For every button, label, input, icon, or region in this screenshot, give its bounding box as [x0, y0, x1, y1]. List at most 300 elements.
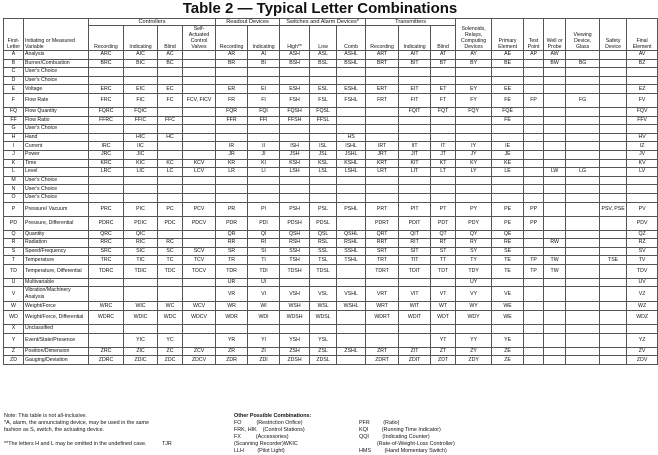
table-cell: WCV [183, 302, 216, 311]
combination-line: PFR (Ratio) [359, 420, 400, 426]
header-solenoids: Solenoids, Relays, Computing Devices [456, 19, 492, 51]
table-cell: KSL [310, 159, 337, 168]
table-cell: ER [216, 85, 248, 94]
table-cell [544, 302, 566, 311]
table-cell: QR [216, 230, 248, 239]
table-cell: VR [216, 287, 248, 302]
table-cell: FSHL [337, 93, 366, 107]
table-cell: WI [248, 302, 280, 311]
table-cell [216, 176, 248, 185]
table-cell: FFSH [280, 116, 310, 125]
table-cell [544, 142, 566, 151]
table-cell [431, 76, 456, 85]
table-cell: RSL [310, 239, 337, 248]
table-cell [600, 356, 627, 365]
variable-cell: User's Choice [24, 185, 89, 194]
table-cell: PSH [280, 202, 310, 216]
table-cell: IRT [366, 142, 399, 151]
table-cell [183, 325, 216, 334]
table-cell: BIC [124, 59, 158, 68]
table-cell: ASL [310, 51, 337, 60]
table-cell [524, 302, 544, 311]
other-combinations-title: Other Possible Combinations: [234, 413, 312, 419]
table-cell: WIT [399, 302, 431, 311]
table-cell [600, 142, 627, 151]
table-cell [600, 302, 627, 311]
table-cell: VZ [627, 287, 658, 302]
variable-cell: Time [24, 159, 89, 168]
table-cell [524, 59, 544, 68]
table-cell [544, 159, 566, 168]
header-switches: Switches and Alarm Devices* [280, 19, 366, 26]
table-cell [183, 239, 216, 248]
table-cell: FQSH [280, 107, 310, 116]
table-cell [566, 278, 600, 287]
table-cell [456, 76, 492, 85]
table-cell: ZDV [627, 356, 658, 365]
table-cell [566, 239, 600, 248]
table-cell: TW [544, 256, 566, 265]
variable-cell: User's Choice [24, 193, 89, 202]
table-cell: PDR [216, 216, 248, 230]
table-cell [248, 125, 280, 134]
table-cell: BR [216, 59, 248, 68]
table-cell: WDSH [280, 311, 310, 325]
table-cell: ZDC [158, 356, 183, 365]
table-cell [89, 278, 124, 287]
table-cell: PSHL [337, 202, 366, 216]
variable-cell: Weight/Force [24, 302, 89, 311]
table-cell [366, 185, 399, 194]
table-cell: PIT [399, 202, 431, 216]
table-row [4, 125, 658, 134]
table-cell [310, 125, 337, 134]
table-cell: PCV [183, 202, 216, 216]
table-cell [280, 278, 310, 287]
sub-header: Low [310, 26, 337, 51]
table-cell [366, 278, 399, 287]
sub-header: Blind [158, 26, 183, 51]
table-cell [431, 133, 456, 142]
table-cell: VE [492, 287, 524, 302]
table-row [4, 202, 658, 216]
combination-line: HMS (Hand Momentary Switch) [359, 448, 447, 454]
table-cell [492, 185, 524, 194]
first-letter-cell: TD [4, 264, 24, 278]
table-cell [627, 68, 658, 77]
table-cell: TE [492, 264, 524, 278]
table-cell: QIC [124, 230, 158, 239]
table-cell: YIC [124, 333, 158, 347]
first-letter-cell: D [4, 76, 24, 85]
table-cell [456, 68, 492, 77]
table-cell [183, 278, 216, 287]
header-first-letter: First-Letter [4, 19, 24, 51]
table-cell [600, 287, 627, 302]
table-cell: FQIT [399, 107, 431, 116]
table-cell: IR [216, 142, 248, 151]
first-letter-cell: PD [4, 216, 24, 230]
table-row [4, 185, 658, 194]
table-cell: ZDR [216, 356, 248, 365]
table-cell: JSL [310, 150, 337, 159]
table-row [4, 159, 658, 168]
table-cell: SRT [366, 247, 399, 256]
table-cell: QRC [89, 230, 124, 239]
table-cell [492, 193, 524, 202]
table-cell [524, 133, 544, 142]
table-cell: ESH [280, 85, 310, 94]
sub-header: Blind [431, 26, 456, 51]
table-cell [566, 150, 600, 159]
table-cell [366, 107, 399, 116]
table-cell: ZDI [248, 356, 280, 365]
variable-cell: Temperature, Differential [24, 264, 89, 278]
table-cell [524, 287, 544, 302]
table-cell [544, 347, 566, 356]
table-cell [399, 278, 431, 287]
table-cell [337, 176, 366, 185]
table-cell [124, 76, 158, 85]
table-cell [366, 133, 399, 142]
table-cell: ZRT [366, 347, 399, 356]
table-cell [524, 125, 544, 134]
table-cell: RT [431, 239, 456, 248]
header-safety: Safety Device [600, 19, 627, 51]
table-cell [492, 278, 524, 287]
variable-cell: User's Choice [24, 125, 89, 134]
table-cell [600, 176, 627, 185]
table-row [4, 176, 658, 185]
variable-cell: Speed/Frequency [24, 247, 89, 256]
table-cell [627, 76, 658, 85]
table-cell: TSHL [337, 256, 366, 265]
table-cell [399, 116, 431, 125]
table-cell [492, 176, 524, 185]
table-cell [399, 133, 431, 142]
first-letter-cell: C [4, 68, 24, 77]
table-cell [183, 287, 216, 302]
combination-line: LLH (Pilot Light) [234, 448, 285, 454]
table-cell: VSH [280, 287, 310, 302]
table-cell: ST [431, 247, 456, 256]
variable-cell: Power [24, 150, 89, 159]
table-cell: FR [216, 93, 248, 107]
table-cell: PSL [310, 202, 337, 216]
table-cell: PDSL [310, 216, 337, 230]
table-cell: PDSH [280, 216, 310, 230]
header-primary: Primary Element [492, 19, 524, 51]
table-cell: VSL [310, 287, 337, 302]
table-cell: VSHL [337, 287, 366, 302]
table-cell: TC [158, 256, 183, 265]
table-cell [124, 193, 158, 202]
table-cell: PDT [431, 216, 456, 230]
combination-line: QQI (Indicating Counter) [359, 434, 430, 440]
table-cell [337, 311, 366, 325]
table-cell: WSH [280, 302, 310, 311]
table-cell: FFIC [124, 116, 158, 125]
table-cell: KY [456, 159, 492, 168]
table-cell: JRT [366, 150, 399, 159]
table-cell: HC [158, 133, 183, 142]
table-cell [524, 185, 544, 194]
first-letter-cell: L [4, 168, 24, 177]
table-cell [456, 193, 492, 202]
table-cell: JIT [399, 150, 431, 159]
table-cell [366, 325, 399, 334]
table-cell: RE [492, 239, 524, 248]
note-line [4, 441, 234, 448]
variable-cell: Flow Quantity [24, 107, 89, 116]
table-cell: IZ [627, 142, 658, 151]
sub-header: Self-Actuated Control Valves [183, 26, 216, 51]
note-line: *A, alarm, the annunciating device, may be used in the same [4, 420, 150, 426]
table-cell [566, 176, 600, 185]
table-cell: AIC [124, 51, 158, 60]
table-cell: TRT [366, 256, 399, 265]
table-cell [600, 185, 627, 194]
variable-cell: Vibration/Machinery Analysis [24, 287, 89, 302]
first-letter-cell: J [4, 150, 24, 159]
table-cell [183, 51, 216, 60]
table-cell [600, 247, 627, 256]
table-cell: UV [627, 278, 658, 287]
variable-cell: Burner/Combustion [24, 59, 89, 68]
table-cell [492, 68, 524, 77]
table-cell [183, 59, 216, 68]
table-cell: LRC [89, 168, 124, 177]
table-cell [566, 85, 600, 94]
table-cell [524, 230, 544, 239]
table-cell [366, 125, 399, 134]
table-cell: FRT [366, 93, 399, 107]
table-cell: BI [248, 59, 280, 68]
table-cell: TDT [431, 264, 456, 278]
table-cell: ISL [310, 142, 337, 151]
table-cell: LY [456, 168, 492, 177]
table-cell: HV [627, 133, 658, 142]
variable-cell: Unclassified [24, 325, 89, 334]
table-cell [183, 142, 216, 151]
table-cell: ZV [627, 347, 658, 356]
table-cell [544, 133, 566, 142]
table-cell: UR [216, 278, 248, 287]
table-cell: SSHL [337, 247, 366, 256]
table-cell: ZDSH [280, 356, 310, 365]
table-cell [627, 193, 658, 202]
table-cell [216, 185, 248, 194]
table-cell: ZI [248, 347, 280, 356]
table-cell: RRC [89, 239, 124, 248]
variable-cell: Radiation [24, 239, 89, 248]
table-cell [544, 193, 566, 202]
first-letter-cell: N [4, 185, 24, 194]
table-cell [566, 76, 600, 85]
table-cell [544, 93, 566, 107]
table-row [4, 68, 658, 77]
table-cell [600, 68, 627, 77]
table-cell [600, 278, 627, 287]
table-cell: ZE [492, 356, 524, 365]
table-cell [600, 347, 627, 356]
table-cell [337, 76, 366, 85]
table-cell: QSH [280, 230, 310, 239]
table-row [4, 287, 658, 302]
table-row [4, 311, 658, 325]
note-text: **The letters H and L may be omitted in the undefined case. [4, 441, 147, 447]
table-cell: FC [158, 93, 183, 107]
first-letter-cell: P [4, 202, 24, 216]
variable-cell: User's Choice [24, 68, 89, 77]
table-cell [89, 76, 124, 85]
table-cell: LIT [399, 168, 431, 177]
table-cell [337, 68, 366, 77]
table-cell: FE [492, 93, 524, 107]
table-cell [89, 133, 124, 142]
table-cell: EIT [399, 85, 431, 94]
table-cell: FCV, FICV [183, 93, 216, 107]
table-cell [399, 333, 431, 347]
table-cell: JR [216, 150, 248, 159]
table-cell [124, 125, 158, 134]
table-cell [158, 76, 183, 85]
table-cell [399, 176, 431, 185]
table-cell: YI [248, 333, 280, 347]
variable-cell: Pressure/ Vacuum [24, 202, 89, 216]
table-cell [89, 68, 124, 77]
variable-cell: Current [24, 142, 89, 151]
table-cell [431, 176, 456, 185]
header-initiating: Initiating or Measured Variable [24, 19, 89, 51]
table-cell: FQI [248, 107, 280, 116]
table-cell [183, 176, 216, 185]
table-cell: PDY [456, 216, 492, 230]
table-cell [544, 176, 566, 185]
table-cell: PT [431, 202, 456, 216]
table-cell [399, 185, 431, 194]
table-cell: EI [248, 85, 280, 94]
table-cell [600, 239, 627, 248]
table-cell: ERT [366, 85, 399, 94]
table-cell: PDV [627, 216, 658, 230]
table-cell [183, 185, 216, 194]
table-cell [310, 325, 337, 334]
table-cell: FIT [399, 93, 431, 107]
table-cell: TSL [310, 256, 337, 265]
table-cell: ZR [216, 347, 248, 356]
table-cell [544, 216, 566, 230]
table-cell [431, 68, 456, 77]
table-cell [183, 333, 216, 347]
table-cell: TE [492, 256, 524, 265]
table-cell [158, 125, 183, 134]
table-cell [524, 239, 544, 248]
table-cell: LR [216, 168, 248, 177]
table-cell: KE [492, 159, 524, 168]
variable-cell: Hand [24, 133, 89, 142]
table-cell [566, 142, 600, 151]
header-controllers: Controllers [89, 19, 216, 26]
table-cell [337, 125, 366, 134]
table-cell: WDT [431, 311, 456, 325]
table-cell [600, 159, 627, 168]
header-final: Final Element [627, 19, 658, 51]
table-cell [600, 311, 627, 325]
table-cell: FQSL [310, 107, 337, 116]
table-cell: PRC [89, 202, 124, 216]
table-cell [337, 193, 366, 202]
sub-header: High** [280, 26, 310, 51]
table-cell [524, 176, 544, 185]
table-cell: VI [248, 287, 280, 302]
table-cell [158, 278, 183, 287]
table-cell: IT [431, 142, 456, 151]
table-cell: LIC [124, 168, 158, 177]
table-cell: RSH [280, 239, 310, 248]
table-cell: TSE [600, 256, 627, 265]
table-cell: TIC [124, 256, 158, 265]
table-cell: JY [456, 150, 492, 159]
table-cell: ISHL [337, 142, 366, 151]
variable-cell: Position/Dimension [24, 347, 89, 356]
table-cell [399, 325, 431, 334]
table-row [4, 216, 658, 230]
combination-line: (Rate-of-Weight-Loss Controller) [359, 441, 455, 447]
table-cell [600, 107, 627, 116]
table-cell: JSH [280, 150, 310, 159]
first-letter-cell: E [4, 85, 24, 94]
table-cell: PDI [248, 216, 280, 230]
table-cell [89, 333, 124, 347]
table-cell: WE [492, 302, 524, 311]
table-cell: WZ [627, 302, 658, 311]
table-cell [600, 85, 627, 94]
table-cell: LE [492, 168, 524, 177]
table-cell: KT [431, 159, 456, 168]
sub-header: Recording [216, 26, 248, 51]
table-cell [566, 68, 600, 77]
table-cell [280, 133, 310, 142]
table-cell: ZIC [124, 347, 158, 356]
table-cell: BG [566, 59, 600, 68]
table-cell: KC [158, 159, 183, 168]
table-cell: PY [456, 202, 492, 216]
table-cell [431, 325, 456, 334]
first-letter-cell: S [4, 247, 24, 256]
table-cell: LRT [366, 168, 399, 177]
table-cell: FSH [280, 93, 310, 107]
table-cell [566, 264, 600, 278]
table-cell [310, 133, 337, 142]
table-cell [158, 107, 183, 116]
table-cell [216, 125, 248, 134]
variable-cell: Voltage [24, 85, 89, 94]
table-cell [456, 125, 492, 134]
table-cell: ZDSL [310, 356, 337, 365]
table-cell: YC [158, 333, 183, 347]
table-cell [524, 68, 544, 77]
table-cell: ZSHL [337, 347, 366, 356]
table-cell [248, 325, 280, 334]
table-cell [566, 202, 600, 216]
table-cell: JI [248, 150, 280, 159]
variable-cell: Analysis [24, 51, 89, 60]
first-letter-cell: FQ [4, 107, 24, 116]
table-cell [89, 193, 124, 202]
table-cell: ZSL [310, 347, 337, 356]
first-letter-cell: WD [4, 311, 24, 325]
